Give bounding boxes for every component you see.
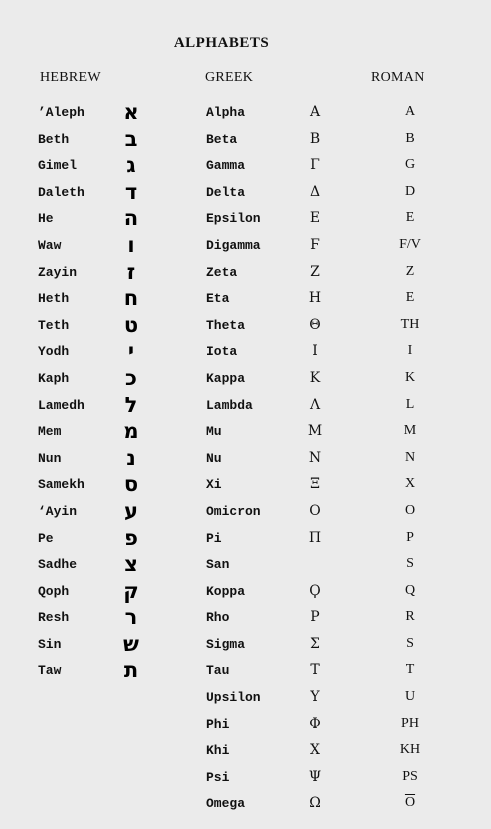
table-row: [0, 180, 491, 207]
hebrew-letter: ט: [123, 312, 139, 337]
roman-letter: Z: [405, 263, 415, 279]
alphabet-table: [0, 100, 491, 818]
hebrew-letter-name: Qoph: [38, 583, 70, 599]
greek-letter-name: Mu: [206, 424, 222, 440]
roman-letter: R: [405, 609, 415, 625]
greek-letter: Η: [308, 290, 322, 307]
hebrew-letter: י: [127, 339, 135, 364]
greek-letter-name: Kappa: [206, 370, 246, 386]
greek-letter-name: Delta: [206, 184, 246, 200]
hebrew-letter: ב: [124, 126, 138, 151]
greek-letter-name: Digamma: [206, 237, 261, 253]
greek-letter: Λ: [309, 396, 321, 413]
greek-letter: Ζ: [310, 263, 320, 280]
hebrew-letter: ל: [124, 392, 138, 417]
table-row: [0, 366, 491, 393]
header-roman: ROMAN: [371, 70, 425, 85]
greek-letter-name: Upsilon: [206, 690, 261, 706]
hebrew-letter-name: Gimel: [38, 158, 78, 174]
hebrew-letter-name: Waw: [38, 237, 62, 253]
greek-letter-name: Pi: [206, 530, 222, 546]
hebrew-letter-name: Daleth: [38, 184, 85, 200]
table-row: [0, 579, 491, 606]
roman-letter: E: [405, 290, 415, 306]
table-row: [0, 339, 491, 366]
header-hebrew: HEBREW: [40, 70, 101, 85]
table-row: [0, 153, 491, 180]
roman-letter: S: [406, 635, 414, 651]
roman-letter: PH: [401, 715, 419, 731]
hebrew-letter-name: Nun: [38, 450, 62, 466]
greek-letter: Π: [308, 529, 322, 546]
greek-letter-name: Phi: [206, 716, 230, 732]
greek-letter-name: Koppa: [206, 583, 246, 599]
roman-letter: L: [405, 396, 415, 412]
hebrew-letter: צ: [124, 552, 138, 577]
table-row: [0, 419, 491, 446]
hebrew-letter-name: Pe: [38, 530, 54, 546]
roman-letter: O: [404, 502, 416, 518]
table-row: [0, 526, 491, 553]
table-row: [0, 100, 491, 127]
greek-letter: Β: [309, 130, 321, 147]
greek-letter: Υ: [310, 689, 320, 706]
roman-letter: I: [407, 343, 413, 359]
hebrew-letter-name: Sin: [38, 636, 62, 652]
hebrew-letter-name: Beth: [38, 131, 70, 147]
table-row: [0, 765, 491, 792]
roman-letter: PS: [402, 768, 418, 784]
table-row: [0, 605, 491, 632]
hebrew-letter-name: Zayin: [38, 264, 78, 280]
table-row: [0, 233, 491, 260]
header-greek: GREEK: [205, 70, 254, 85]
hebrew-letter-name: Resh: [38, 610, 70, 626]
hebrew-letter: ז: [126, 259, 136, 284]
roman-letter: F/V: [399, 236, 421, 252]
hebrew-letter: ד: [124, 179, 138, 204]
greek-letter-name: Omega: [206, 796, 246, 812]
greek-letter: Ε: [309, 210, 321, 227]
hebrew-letter: כ: [125, 365, 137, 390]
table-row: [0, 393, 491, 420]
greek-letter: Θ: [309, 316, 321, 333]
greek-letter-name: Tau: [206, 663, 230, 679]
hebrew-letter: א: [123, 100, 139, 124]
hebrew-letter-name: ‘Ayin: [38, 503, 78, 519]
greek-letter: Ρ: [310, 609, 320, 626]
greek-letter-name: Xi: [206, 477, 222, 493]
roman-letter: Q: [404, 582, 416, 598]
hebrew-letter-name: Heth: [38, 291, 70, 307]
hebrew-letter-name: He: [38, 211, 54, 227]
roman-letter: P: [406, 529, 414, 545]
greek-letter-name: Epsilon: [206, 211, 261, 227]
hebrew-letter-name: ’Aleph: [38, 105, 85, 120]
roman-letter: D: [404, 183, 416, 199]
table-row: [0, 286, 491, 313]
greek-letter: Ϝ: [310, 236, 320, 253]
roman-letter: X: [404, 476, 416, 492]
table-row: [0, 206, 491, 233]
hebrew-letter: ח: [123, 286, 139, 311]
table-row: [0, 552, 491, 579]
hebrew-letter-name: Mem: [38, 424, 62, 440]
roman-letter: $\overline{O}$: [404, 795, 416, 811]
greek-letter: Γ: [310, 157, 320, 174]
hebrew-letter: ר: [124, 605, 138, 630]
hebrew-letter-name: Taw: [38, 663, 62, 679]
table-row: [0, 127, 491, 154]
greek-letter: Ν: [308, 449, 322, 466]
roman-letter: KH: [399, 742, 421, 758]
table-row: [0, 499, 491, 526]
greek-letter-name: Eta: [206, 291, 230, 307]
greek-letter-name: Beta: [206, 131, 238, 147]
greek-letter: Ω: [309, 795, 321, 812]
greek-letter-name: Gamma: [206, 158, 246, 174]
table-row: [0, 738, 491, 765]
table-row: [0, 632, 491, 659]
greek-letter-name: Lambda: [206, 397, 253, 413]
table-row: [0, 446, 491, 473]
hebrew-letter-name: Yodh: [38, 344, 70, 360]
hebrew-letter-name: Sadhe: [38, 557, 78, 573]
hebrew-letter-name: Samekh: [38, 477, 85, 493]
table-row: [0, 472, 491, 499]
greek-letter: Φ: [309, 715, 321, 732]
hebrew-letter: ו: [127, 232, 135, 257]
roman-letter: U: [404, 689, 416, 705]
greek-letter: Ψ: [308, 768, 322, 785]
greek-letter-name: Khi: [206, 743, 230, 759]
hebrew-letter: ס: [123, 472, 139, 497]
greek-letter-name: Sigma: [206, 636, 246, 652]
greek-letter-name: Alpha: [206, 105, 246, 120]
roman-letter: T: [405, 662, 415, 678]
greek-letter: Μ: [307, 423, 323, 440]
roman-letter: B: [405, 130, 415, 146]
hebrew-letter: ע: [124, 498, 138, 523]
table-row: [0, 658, 491, 685]
hebrew-letter-name: Kaph: [38, 370, 70, 386]
hebrew-letter-name: Lamedh: [38, 397, 85, 413]
hebrew-letter: מ: [123, 419, 139, 444]
greek-letter: Ι: [312, 343, 318, 360]
table-row: [0, 685, 491, 712]
greek-letter: Τ: [310, 662, 320, 679]
greek-letter: Ξ: [310, 476, 320, 493]
table-row: [0, 791, 491, 818]
greek-letter: Σ: [310, 635, 320, 652]
roman-letter: G: [404, 157, 416, 173]
greek-letter: Ο: [309, 502, 321, 519]
hebrew-letter-name: Teth: [38, 317, 70, 333]
hebrew-letter: ג: [126, 153, 136, 178]
greek-letter-name: Rho: [206, 610, 230, 626]
roman-letter: N: [404, 449, 416, 465]
roman-letter: S: [406, 556, 414, 572]
greek-letter: Χ: [310, 742, 320, 759]
hebrew-letter: ה: [123, 206, 139, 231]
hebrew-letter: ת: [123, 658, 139, 683]
greek-letter: Ϙ: [309, 582, 321, 599]
hebrew-letter: נ: [126, 445, 136, 470]
greek-letter-name: Zeta: [206, 264, 238, 280]
hebrew-letter: ש: [123, 631, 139, 656]
roman-letter: K: [404, 369, 416, 385]
greek-letter-name: San: [206, 557, 230, 573]
greek-letter-name: Theta: [206, 317, 246, 333]
greek-letter-name: Nu: [206, 450, 222, 466]
page-title: ALPHABETS: [173, 35, 270, 51]
roman-letter: E: [405, 210, 415, 226]
greek-letter: Α: [309, 104, 321, 120]
greek-letter-name: Omicron: [206, 503, 261, 519]
greek-letter: Κ: [309, 369, 321, 386]
greek-letter: Δ: [309, 183, 321, 200]
table-row: [0, 260, 491, 287]
roman-letter: TH: [400, 316, 420, 332]
hebrew-letter: ק: [123, 578, 139, 603]
hebrew-letter: פ: [124, 525, 138, 550]
table-row: [0, 313, 491, 340]
greek-letter-name: Iota: [206, 344, 238, 360]
greek-letter-name: Psi: [206, 769, 230, 785]
table-row: [0, 712, 491, 739]
roman-letter: M: [403, 423, 417, 439]
roman-letter: A: [404, 104, 416, 119]
